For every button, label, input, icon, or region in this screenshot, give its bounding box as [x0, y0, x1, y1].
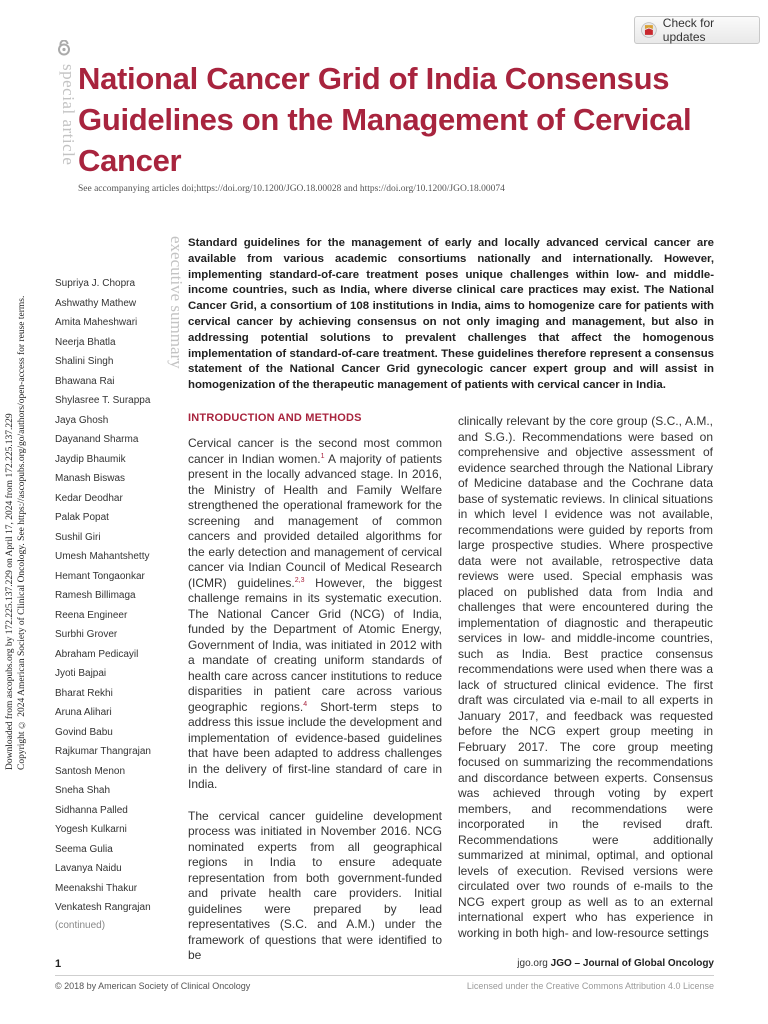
journal-footer	[517, 958, 714, 969]
author-name: Jaydip Bhaumik	[55, 453, 126, 465]
intro-paragraph-1	[188, 436, 442, 793]
license-note: Licensed under the Creative Commons Attribution 4.0 License	[466, 981, 714, 991]
article-title: National Cancer Grid of India Consensus Guidelines on the Management of Cervical Cancer	[78, 61, 692, 178]
author-name: Jaya Ghosh	[55, 414, 109, 426]
copyright-note: Copyright © 2024 American Society of Clinical Oncology. See https://ascopubs.org/go/authors/open-access for reuse terms.	[17, 295, 27, 770]
journal-name: JGO – Journal of Global Oncology	[550, 958, 714, 969]
author-name: Umesh Mahantshetty	[55, 551, 150, 562]
author-name: Sushil Giri	[55, 531, 101, 543]
author-name: Amita Maheshwari	[55, 317, 138, 328]
author-name: Sidhanna Palled	[55, 804, 128, 816]
author-name: Seema Gulia	[55, 843, 113, 855]
author-name: Kedar Deodhar	[55, 492, 123, 504]
author-name: Hemant Tongaonkar	[55, 570, 145, 582]
author-name: Sneha Shah	[55, 785, 111, 796]
author-name: Yogesh Kulkarni	[55, 824, 127, 835]
download-note: Downloaded from ascopubs.org by 172.225.137.229 on April 17, 2024 from 172.225.137.229	[5, 413, 15, 770]
authors-continued: (continued)	[55, 920, 106, 931]
body-column-2	[458, 414, 713, 941]
open-access-icon	[56, 40, 72, 56]
text-run: Cervical cancer is the second most common cancer in Indian women.	[188, 436, 442, 466]
journal-site-link[interactable]: jgo.org	[517, 958, 551, 969]
reference-2-3[interactable]: 2,3	[294, 576, 305, 584]
author-name: Ramesh Billimaga	[55, 590, 136, 601]
author-name: Neerja Bhatla	[55, 336, 116, 348]
author-name: Bharat Rekhi	[55, 687, 113, 699]
page-number: 1	[55, 958, 62, 970]
author-name: Meenakshi Thakur	[55, 882, 138, 894]
author-name: Supriya J. Chopra	[55, 278, 136, 289]
author-name: Surbhi Grover	[55, 629, 118, 640]
reference-4[interactable]: 4	[303, 700, 308, 708]
download-stamp	[4, 250, 32, 770]
reference-1[interactable]: 1	[320, 452, 325, 460]
author-list	[55, 276, 175, 920]
author-name: Govind Babu	[55, 726, 113, 738]
check-for-updates-button[interactable]	[634, 16, 760, 44]
author-name: Rajkumar Thangrajan	[55, 746, 151, 757]
section-heading: INTRODUCTION AND METHODS	[188, 412, 362, 424]
author-name: Shylasree T. Surappa	[55, 395, 151, 406]
author-name: Palak Popat	[55, 512, 109, 523]
intro-paragraph-2: The cervical cancer guideline development process was initiated in November 2016. NCG nominated experts from all geographical regions in India to ensure adequate representation from both government-funded and private health care providers. Initial guidelines were prepared by lead representatives (S.C. and A.M.) under the framework of questions that were identified to be	[188, 808, 442, 962]
text-run: Short-term steps to address this issue include the development and implementation of evidence-based guidelines that have been adapted to address challenges in the delivery of first-line standard of care in India.	[188, 699, 442, 791]
executive-summary: Standard guidelines for the management of early and locally advanced cervical cancer are available from various academic consortiums nationally and internationally. However, implementing standard-of-care treatment poses unique challenges within low- and middle-income countries, such as India, where diverse clinical care practices may exist. The National Cancer Grid, a consortium of 108 institutions in India, aims to homogenize care for patients with cervical cancer by achieving consensus on not only imaging and management, but also in addressing potential solutions to prevalent challenges that affect the homogenous implementation of standard-of-care treatment. These guidelines therefore represent a consensus statement of the National Cancer Grid gynecologic cancer expert group and will assist in homogenization of the therapeutic management of patients with cervical cancer in India.	[188, 237, 714, 392]
section-label: special article	[59, 64, 78, 166]
author-name: Reena Engineer	[55, 609, 128, 621]
text-run: A majority of patients present in the locally advanced stage. In 2016, the Ministry of Health and Family Welfare strengthened the operational framework for the screening and management of common cancers and provided detailed algorithms for the early detection and management of cervical cancer via Indian Council of Medical Research (ICMR) guidelines.	[188, 451, 442, 590]
crossmark-icon	[641, 22, 657, 38]
text-run: However, the biggest challenge remains in its systematic execution. The National Cancer Grid (NCG) of India, funded by the Department of Atomic Energy, Government of India, was initiated in 2012 with a mandate of creating uniform standards of health care across cancer institutions to reduce disparities in patient care across various geographic regions.	[188, 575, 442, 714]
executive-summary-label: executive summary	[167, 236, 186, 369]
check-for-updates-label: Check for updates	[662, 16, 715, 44]
author-name: Jyoti Bajpai	[55, 668, 107, 679]
author-name: Abraham Pedicayil	[55, 648, 139, 660]
author-name: Bhawana Rai	[55, 375, 115, 387]
methods-paragraph: clinically relevant by the core group (S.C., A.M., and S.G.). Recommendations were based on comprehensive and objective assessment of evidence searched through the National Library of Medicine database and the Cochrane data base of systematic reviews. In clinical situations in which level I evidence was not available, recommendations were guided by reports from large prospective studies. Where prospective data were not available, retrospective data reviews were used. Special emphasis was placed on published data from India and challenges that were encountered during the implementation of diagnostic and therapeutic services in low- and middle-income countries, such as India. Best practice consensus recommendations were used when there was a lack of structured clinical evidence. The first draft was circulated via e-mail to all experts in January 2017, and feedback was requested before the NCG expert group meeting in February 2017. The core group meeting focused on summarizing the recommendations and discordance between experts. Consensus was achieved through voting by expert members, and recommendations were incorporated in the revised draft. Recommendations were additionally summarized at minimal, optimal, and optional levels of execution. Revised versions were circulated over two rounds of e-mails to the NCG expert group as well as to an external international expert who has experience in working in both high- and low-resource settings	[458, 414, 713, 940]
author-name: Santosh Menon	[55, 765, 126, 777]
body-column-1	[188, 436, 442, 964]
author-name: Dayanand Sharma	[55, 434, 139, 445]
author-name: Aruna Alihari	[55, 707, 112, 718]
author-name: Shalini Singh	[55, 356, 114, 367]
footer-divider	[55, 975, 714, 976]
accompanying-articles-note: See accompanying articles doi;https://doi.org/10.1200/JGO.18.00028 and https://doi.org/10.1200/JGO.18.00074	[78, 184, 505, 194]
copyright: © 2018 by American Society of Clinical Oncology	[55, 981, 251, 991]
author-name: Venkatesh Rangrajan	[55, 902, 151, 913]
author-name: Ashwathy Mathew	[55, 297, 137, 309]
author-name: Lavanya Naidu	[55, 863, 122, 874]
author-name: Manash Biswas	[55, 473, 126, 484]
